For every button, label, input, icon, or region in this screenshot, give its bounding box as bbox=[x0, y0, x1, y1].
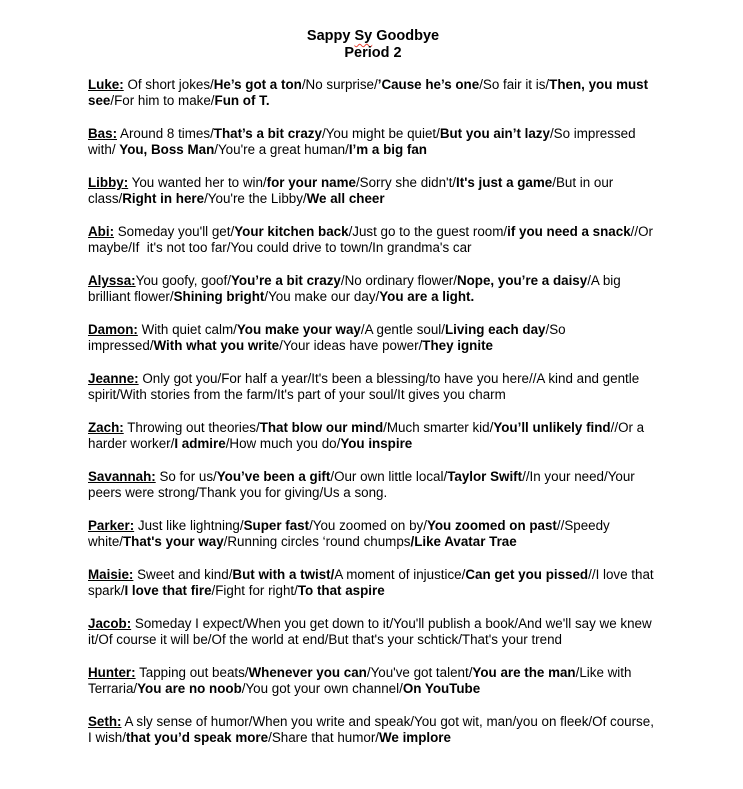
lyric-text-segment: Sweet and kind/ bbox=[133, 567, 233, 582]
entry-abi bbox=[88, 224, 658, 256]
lyric-bold-segment: You are the man bbox=[472, 665, 576, 680]
lyric-bold-segment: ’Cause he’s one bbox=[377, 77, 480, 92]
lyric-text-segment: /A gentle soul/ bbox=[360, 322, 445, 337]
lyric-text-segment: /Sorry she didn't/ bbox=[355, 175, 457, 190]
lyric-text-segment: Someday I expect/When you get down to it/You'll publish a book/And we'll say we knew it/Of course it will be/Of the world at end/But that's your schtick/That's your trend bbox=[88, 616, 656, 647]
lyric-text-segment: /For him to make/ bbox=[110, 93, 215, 108]
lyric-text-segment: /Running circles ‘round chumps bbox=[223, 534, 411, 549]
lyric-text-segment: /So impressed/ bbox=[88, 322, 570, 353]
lyric-bold-segment: Super fast bbox=[243, 518, 310, 533]
lyric-text-segment: Of short jokes/ bbox=[123, 77, 214, 92]
misspelled-word: Sy bbox=[354, 28, 373, 44]
lyric-bold-segment: He’s got a ton bbox=[213, 77, 302, 92]
lyric-text-segment: /Fight for right/ bbox=[211, 583, 298, 598]
entries-list bbox=[88, 77, 658, 746]
lyric-text-segment: /So impressed with/ bbox=[88, 126, 640, 157]
lyric-bold-segment: It's just a game bbox=[456, 175, 553, 190]
lyric-text-segment: You wanted her to win/ bbox=[128, 175, 267, 190]
lyric-text-segment: //I love that spark/ bbox=[88, 567, 658, 598]
entry-name: Damon: bbox=[88, 322, 138, 337]
lyric-bold-segment: You inspire bbox=[340, 436, 413, 451]
lyric-bold-segment: I admire bbox=[174, 436, 226, 451]
lyric-bold-segment: Your kitchen back bbox=[234, 224, 349, 239]
lyric-bold-segment: Living each day bbox=[445, 322, 546, 337]
lyric-text-segment: So for us/ bbox=[155, 469, 217, 484]
entry-zach bbox=[88, 420, 658, 452]
lyric-text-segment: /Our own little local/ bbox=[330, 469, 448, 484]
entry-name: Parker: bbox=[88, 518, 135, 533]
lyric-bold-segment: You’ll unlikely find bbox=[493, 420, 611, 435]
entry-luke bbox=[88, 77, 658, 109]
lyric-text-segment: //Speedy white/ bbox=[88, 518, 614, 549]
lyric-bold-segment: On YouTube bbox=[402, 681, 481, 696]
entry-seth bbox=[88, 714, 658, 746]
lyric-bold-segment: They ignite bbox=[422, 338, 493, 353]
lyric-text-segment: With quiet calm/ bbox=[137, 322, 237, 337]
lyric-bold-segment: We all cheer bbox=[306, 191, 385, 206]
lyric-bold-segment: You zoomed on past bbox=[426, 518, 557, 533]
lyric-text-segment: /No surprise/ bbox=[301, 77, 378, 92]
lyric-text-segment: A sly sense of humor/When you write and speak/You got wit, man/you on fleek/Of course, I wish/ bbox=[88, 714, 658, 745]
entry-name: Maisie: bbox=[88, 567, 134, 582]
lyric-bold-segment: You’re a bit crazy bbox=[230, 273, 341, 288]
lyric-bold-segment: Right in here bbox=[122, 191, 205, 206]
lyric-bold-segment: You are no noob bbox=[137, 681, 242, 696]
entry-jacob bbox=[88, 616, 658, 648]
entry-libby bbox=[88, 175, 658, 207]
lyric-text-segment: A moment of injustice/ bbox=[334, 567, 466, 582]
lyric-text-segment: Just like lightning/ bbox=[134, 518, 244, 533]
entry-name: Hunter: bbox=[88, 665, 136, 680]
title-text-after: Goodbye bbox=[372, 28, 440, 44]
lyric-bold-segment: You’ve been a gift bbox=[216, 469, 331, 484]
entry-name: Savannah: bbox=[88, 469, 156, 484]
lyric-bold-segment: that you’d speak more bbox=[125, 730, 269, 745]
lyric-bold-segment: Can get you pissed bbox=[465, 567, 589, 582]
page-title bbox=[88, 28, 658, 45]
lyric-text-segment: /You're the Libby/ bbox=[204, 191, 307, 206]
lyric-bold-segment: Then, you must see bbox=[88, 77, 652, 108]
entry-alyssa bbox=[88, 273, 658, 305]
lyric-text-segment: /You might be quiet/ bbox=[321, 126, 440, 141]
entry-parker bbox=[88, 518, 658, 550]
entry-name: Libby: bbox=[88, 175, 129, 190]
lyric-text-segment: /You got your own channel/ bbox=[241, 681, 403, 696]
lyric-bold-segment: Shining bright bbox=[173, 289, 265, 304]
lyric-text-segment: /Share that humor/ bbox=[268, 730, 379, 745]
lyric-bold-segment: You make your way bbox=[236, 322, 361, 337]
lyric-bold-segment: You are a light. bbox=[379, 289, 475, 304]
lyric-text-segment: /You've got talent/ bbox=[366, 665, 473, 680]
entry-name: Seth: bbox=[88, 714, 122, 729]
lyric-text-segment: Only got you/For half a year/It's been a blessing/to have you here//A kind and gentle spirit/With stories from the farm/It's part of your soul/It gives you charm bbox=[88, 371, 643, 402]
lyric-text-segment: //Or a harder worker/ bbox=[88, 420, 648, 451]
lyric-bold-segment: To that aspire bbox=[297, 583, 385, 598]
lyric-text-segment: /Just go to the guest room/ bbox=[348, 224, 508, 239]
lyric-bold-segment: That’s a bit crazy bbox=[213, 126, 322, 141]
lyric-bold-segment: That blow our mind bbox=[259, 420, 384, 435]
lyric-bold-segment: That's your way bbox=[122, 534, 224, 549]
lyric-text-segment: //Or maybe/If it's not too far/You could drive to town/In grandma's car bbox=[88, 224, 657, 255]
entry-name: Zach: bbox=[88, 420, 124, 435]
lyric-bold-segment: With what you write bbox=[153, 338, 280, 353]
title-text-before: Sappy bbox=[306, 28, 355, 44]
lyric-bold-segment: Nope, you’re a daisy bbox=[456, 273, 588, 288]
lyric-bold-segment: Fun of T. bbox=[214, 93, 270, 108]
lyric-bold-segment: You, Boss Man bbox=[119, 142, 215, 157]
lyric-text-segment: /Your ideas have power/ bbox=[279, 338, 423, 353]
lyric-bold-segment: Whenever you can bbox=[248, 665, 367, 680]
lyric-text-segment: /How much you do/ bbox=[225, 436, 341, 451]
lyric-text-segment: Someday you'll get/ bbox=[114, 224, 235, 239]
lyric-text-segment: /You make our day/ bbox=[264, 289, 380, 304]
lyric-bold-segment: Taylor Swift bbox=[447, 469, 523, 484]
lyric-bold-segment: if you need a snack bbox=[507, 224, 631, 239]
lyric-bold-segment: I love that fire bbox=[124, 583, 212, 598]
entry-name: Jeanne: bbox=[88, 371, 139, 386]
lyric-text-segment: /So fair it is/ bbox=[479, 77, 550, 92]
entry-maisie bbox=[88, 567, 658, 599]
lyric-bold-segment: I’m a big fan bbox=[348, 142, 427, 157]
lyric-text-segment: /Much smarter kid/ bbox=[383, 420, 494, 435]
entry-name: Jacob: bbox=[88, 616, 132, 631]
entry-name: Alyssa: bbox=[88, 273, 136, 288]
lyric-text-segment: /No ordinary flower/ bbox=[340, 273, 457, 288]
entry-name: Luke: bbox=[88, 77, 124, 92]
entry-name: Bas: bbox=[88, 126, 118, 141]
lyric-text-segment: Around 8 times/ bbox=[117, 126, 214, 141]
lyric-bold-segment: /Like Avatar Trae bbox=[410, 534, 517, 549]
entry-hunter bbox=[88, 665, 658, 697]
lyric-bold-segment: But you ain’t lazy bbox=[439, 126, 550, 141]
lyric-text-segment: /You're a great human/ bbox=[214, 142, 349, 157]
lyric-text-segment: //In your need/Your peers were strong/Thank you for giving/Us a song. bbox=[88, 469, 639, 500]
entry-bas bbox=[88, 126, 658, 158]
entry-savannah bbox=[88, 469, 658, 501]
entry-name: Abi: bbox=[88, 224, 115, 239]
lyric-text-segment: You goofy, goof/ bbox=[135, 273, 231, 288]
lyric-text-segment: Throwing out theories/ bbox=[123, 420, 260, 435]
lyric-text-segment: /A big brilliant flower/ bbox=[88, 273, 625, 304]
lyric-bold-segment: for your name bbox=[266, 175, 356, 190]
lyric-text-segment: /Like with Terraria/ bbox=[88, 665, 635, 696]
lyric-text-segment: Tapping out beats/ bbox=[135, 665, 249, 680]
lyric-bold-segment: We implore bbox=[379, 730, 451, 745]
lyric-bold-segment: But with a twist/ bbox=[232, 567, 335, 582]
entry-damon bbox=[88, 322, 658, 354]
entry-jeanne bbox=[88, 371, 658, 403]
lyric-text-segment: /You zoomed on by/ bbox=[309, 518, 427, 533]
page-subtitle: Period 2 bbox=[344, 45, 402, 61]
lyric-text-segment: /But in our class/ bbox=[88, 175, 618, 206]
